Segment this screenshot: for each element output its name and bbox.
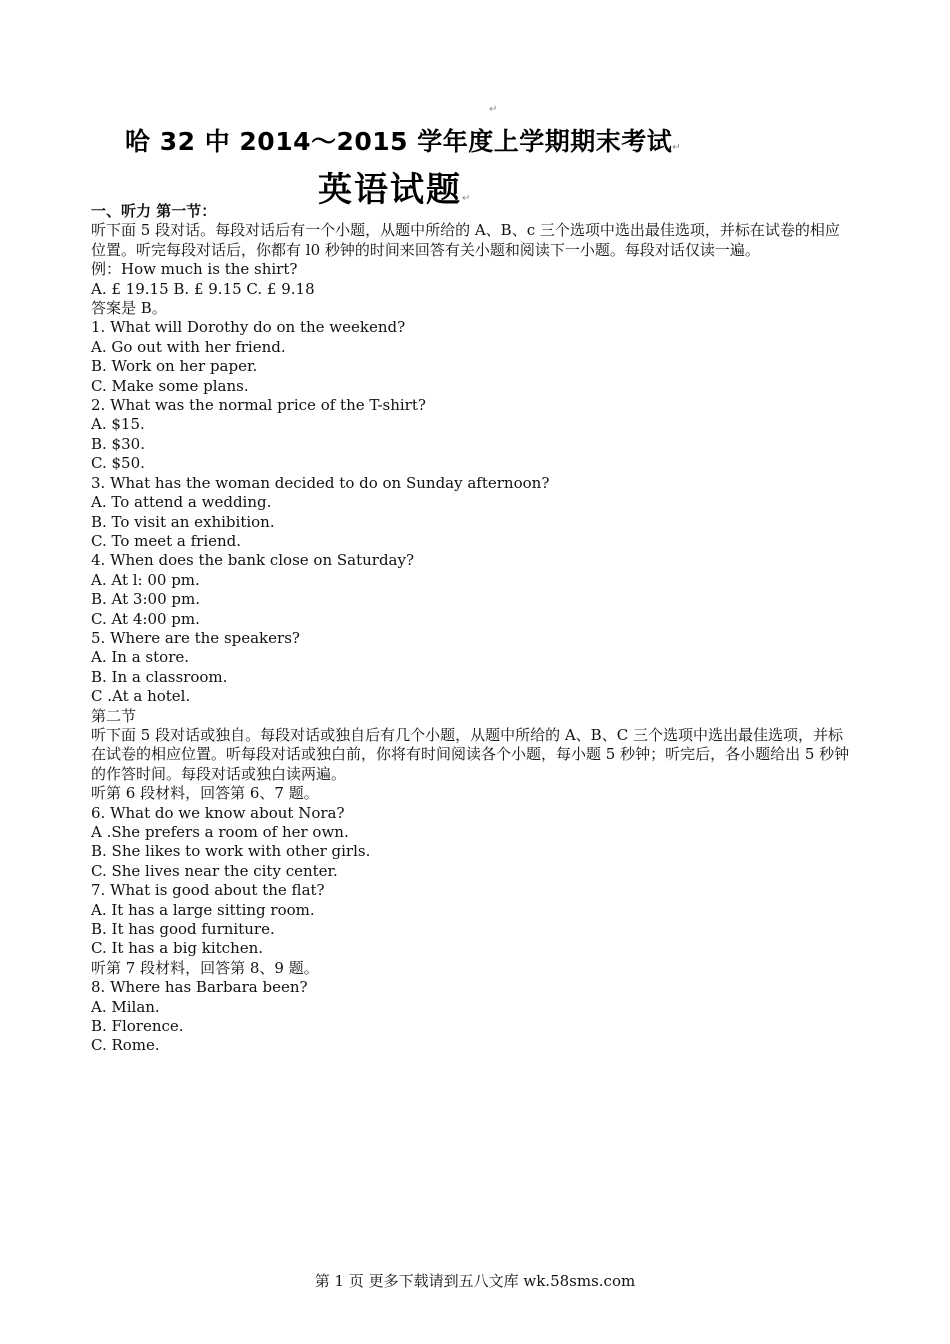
question-text: 8. Where has Barbara been?	[91, 978, 308, 997]
material-note: 听第 7 段材料，回答第 8、9 题。	[91, 958, 319, 977]
question-text: 2. What was the normal price of the T-shirt?	[91, 396, 426, 415]
option-c: C .At a hotel.	[91, 687, 191, 706]
paragraph-mark: ↵	[489, 104, 498, 115]
question-block	[91, 629, 853, 707]
option-a: A. In a store.	[91, 648, 190, 667]
page-footer: 第 1 页 更多下载请到五八文库 wk.58sms.com	[314, 1272, 636, 1290]
example-options: A. £ 19.15 B. £ 9.15 C. £ 9.18	[91, 279, 315, 298]
exam-title	[125, 122, 681, 158]
example-answer: 答案是 B。	[91, 299, 167, 318]
option-c: C. Make some plans.	[91, 376, 249, 395]
material-note: 听第 6 段材料，回答第 6、7 题。	[91, 784, 319, 803]
option-c: C. $50.	[91, 454, 145, 473]
option-b: B. $30.	[91, 434, 145, 453]
subject-title-text: 英语试题	[318, 170, 462, 210]
question-block	[91, 804, 853, 882]
question-text: 4. When does the bank close on Saturday?	[91, 551, 415, 570]
option-a: A. $15.	[91, 415, 145, 434]
question-text: 1. What will Dorothy do on the weekend?	[91, 318, 406, 337]
option-c: C. Rome.	[91, 1036, 160, 1055]
document-body	[91, 202, 853, 1056]
option-a: A .She prefers a room of her own.	[91, 823, 349, 841]
option-b: B. To visit an exhibition.	[91, 512, 275, 531]
option-a: A. Milan.	[91, 997, 160, 1016]
section-instructions: 听下面 5 段对话。每段对话后有一个小题，从题中所给的 A、B、c 三个选项中选出最佳选项，并标在试卷的相应位置。听完每段对话后，你都有 l0 秒钟的时间来回答有关小题和阅读下一小题。每段对话仅读一遍。	[91, 221, 840, 259]
question-block	[91, 396, 853, 474]
section-heading: 一、听力 第一节：	[91, 202, 217, 220]
paragraph-mark: ↵	[462, 193, 473, 204]
option-b: B. Work on her paper.	[91, 357, 258, 376]
question-block	[91, 881, 853, 959]
question-block	[91, 978, 853, 1056]
option-b: B. It has good furniture.	[91, 920, 275, 939]
option-b: B. At 3:00 pm.	[91, 590, 200, 609]
option-b: B. Florence.	[91, 1017, 184, 1036]
option-a: A. At l: 00 pm.	[91, 570, 200, 589]
option-c: C. At 4:00 pm.	[91, 609, 200, 628]
section-instructions: 听下面 5 段对话或独自。每段对话或独自后有几个小题，从题中所给的 A、B、C 三个选项中选出最佳选项，并标在试卷的相应位置。听每段对话或独白前，你将有时间阅读各个小题，每小题 5 秒钟；听完后，各小题给出 5 秒钟的作答时间。每段对话或独白读两遍。	[91, 725, 850, 783]
paragraph-mark: ↵	[672, 142, 682, 153]
question-text: 6. What do we know about Nora?	[91, 803, 345, 822]
option-b: B. She likes to work with other girls.	[91, 842, 371, 861]
exam-title-text: 哈 32 中 2014～2015 学年度上学期期末考试	[125, 127, 673, 156]
question-block	[91, 551, 853, 629]
option-c: C. To meet a friend.	[91, 531, 242, 550]
option-c: C. It has a big kitchen.	[91, 939, 264, 958]
question-text: 3. What has the woman decided to do on Sunday afternoon?	[91, 473, 550, 492]
option-a: A. To attend a wedding.	[91, 493, 272, 512]
question-text: 5. Where are the speakers?	[91, 628, 300, 647]
option-c: C. She lives near the city center.	[91, 861, 338, 880]
question-block	[91, 318, 853, 396]
example-question: 例：How much is the shirt?	[91, 260, 298, 279]
question-text: 7. What is good about the flat?	[91, 881, 325, 900]
question-block	[91, 474, 853, 552]
option-a: A. It has a large sitting room.	[91, 900, 315, 919]
option-a: A. Go out with her friend.	[91, 337, 286, 356]
option-b: B. In a classroom.	[91, 667, 228, 686]
section-heading: 第二节	[91, 706, 137, 725]
